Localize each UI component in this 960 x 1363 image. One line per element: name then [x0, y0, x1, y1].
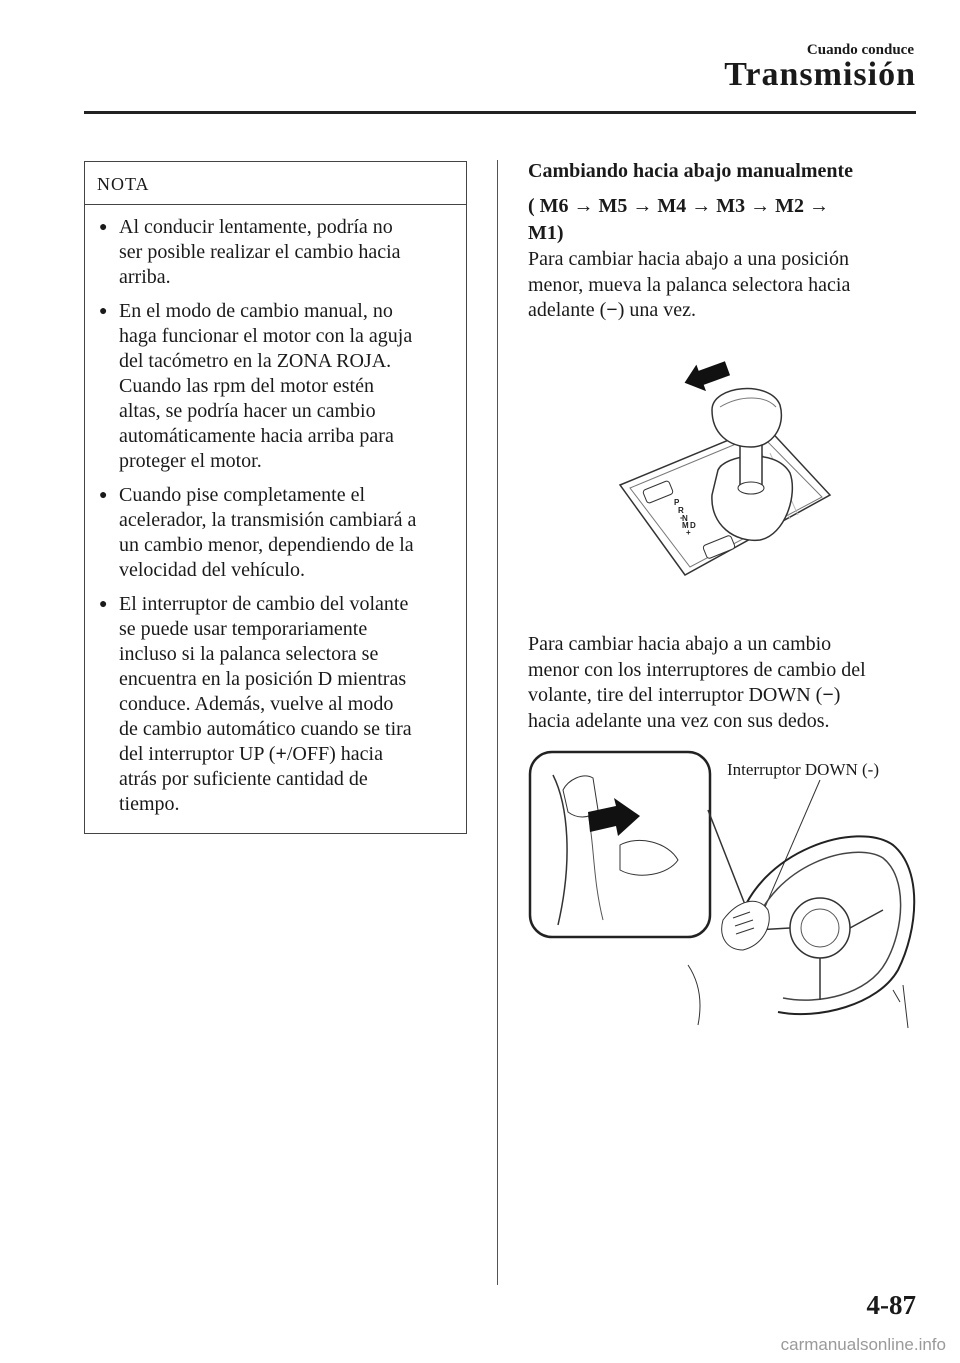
bullet-icon: ●: [99, 304, 108, 319]
note-line: se puede usar temporariamente: [119, 618, 368, 640]
note-line: de cambio automático cuando se tira: [119, 718, 412, 740]
paragraph-line: [528, 683, 918, 709]
note-title: NOTA: [85, 162, 466, 205]
gate-label-minus: -: [680, 513, 683, 522]
down-switch-callout: Interruptor DOWN (-): [727, 760, 879, 779]
section-heading: Cambiando hacia abajo manualmente: [528, 160, 854, 182]
gear-sequence: M1): [528, 222, 564, 244]
right-column-bottom: [528, 632, 918, 734]
note-list: [85, 205, 466, 817]
note-line: incluso si la palanca selectora se: [119, 643, 379, 665]
driver-arm: [688, 965, 700, 1025]
note-line: tiempo.: [119, 793, 180, 815]
paragraph-text: ): [833, 684, 841, 706]
note-line: conduce. Además, vuelve al modo: [119, 693, 394, 715]
bullet-icon: ●: [99, 488, 108, 503]
note-line: Cuando pise completamente el: [119, 484, 366, 506]
note-line: Cuando las rpm del motor estén: [119, 375, 374, 397]
note-line: [119, 742, 458, 767]
paragraph-line: Para cambiar hacia abajo a un cambio: [528, 633, 832, 655]
note-line: Al conducir lentamente, podría no: [119, 216, 393, 238]
note-line: El interruptor de cambio del volante: [119, 593, 409, 615]
paragraph-line: [528, 298, 918, 324]
section-title: Cuando conduce: [806, 42, 914, 58]
note-line: altas, se podría hacer un cambio: [119, 400, 376, 422]
wheel-hub: [790, 898, 850, 958]
note-line: velocidad del vehículo.: [119, 559, 306, 581]
note-line: proteger el motor.: [119, 450, 262, 472]
plus-icon: +: [275, 743, 287, 765]
note-item: [99, 299, 458, 474]
note-line: arriba.: [119, 266, 171, 288]
page-number: 4-87: [866, 1290, 916, 1320]
paragraph-line: menor, mueva la palanca selectora hacia: [528, 273, 851, 296]
paragraph-line: hacia adelante una vez con sus dedos.: [528, 709, 830, 732]
gate-label-n: N: [682, 514, 688, 523]
note-line: ser posible realizar el cambio hacia: [119, 241, 401, 263]
note-line: automáticamente hacia arriba para: [119, 425, 394, 447]
note-item: [99, 215, 458, 290]
note-item: [99, 592, 458, 817]
note-line: un cambio menor, dependiendo de la: [119, 534, 414, 556]
gate-label-r: R: [678, 506, 684, 515]
note-line: En el modo de cambio manual, no: [119, 300, 393, 322]
bullet-icon: ●: [99, 220, 108, 235]
note-line: atrás por suficiente cantidad de: [119, 768, 368, 790]
watermark: carmanualsonline.info: [780, 1335, 946, 1354]
lever-knob: [712, 389, 781, 447]
gate-label-p: P: [674, 498, 680, 507]
page-title: Transmisión: [724, 56, 916, 93]
note-line: haga funcionar el motor con la aguja: [119, 325, 413, 347]
right-column-top: [528, 158, 918, 324]
paragraph-text: adelante (: [528, 299, 607, 321]
gate-label-d: D: [690, 521, 696, 530]
steering-wheel-illustration: [528, 750, 928, 1035]
note-line: acelerador, la transmisión cambiará a: [119, 509, 417, 531]
note-text: del interruptor UP (: [119, 743, 276, 765]
shift-lever-illustration: [600, 355, 840, 595]
dashboard-edge: [893, 985, 908, 1028]
paragraph-line: Para cambiar hacia abajo a una posición: [528, 248, 849, 270]
paragraph-text: volante, tire del interruptor DOWN (: [528, 684, 823, 706]
bullet-icon: ●: [99, 597, 108, 612]
gate-label-m: M: [682, 521, 689, 530]
forward-arrow-icon: [681, 356, 731, 395]
note-line: del tacómetro en la ZONA ROJA.: [119, 350, 392, 372]
paragraph-line: menor con los interruptores de cambio del: [528, 658, 866, 681]
lever-collar: [738, 482, 764, 494]
gate-label-plus: +: [686, 528, 691, 537]
paragraph-text: ) una vez.: [617, 299, 696, 321]
driver-hand: [722, 901, 770, 950]
note-item: [99, 483, 458, 583]
gear-sequence: ( M6 → M5 → M4 → M3 → M2 →: [528, 195, 830, 217]
note-box: [84, 161, 467, 834]
column-divider: [497, 160, 498, 1285]
minus-icon: −: [822, 684, 834, 706]
note-text: /OFF) hacia: [286, 743, 383, 765]
header-divider: [84, 111, 916, 114]
minus-icon: −: [606, 299, 618, 321]
note-line: encuentra en la posición D mientras: [119, 668, 407, 690]
